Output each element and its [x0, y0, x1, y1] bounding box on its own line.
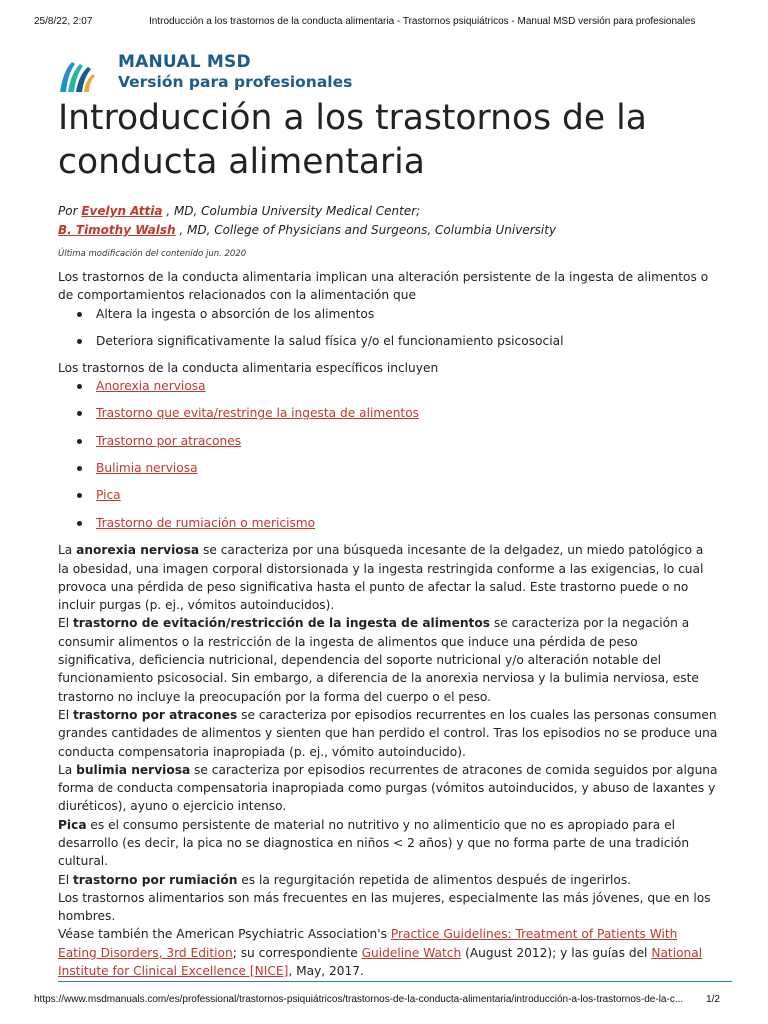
paragraph-text: es el consumo persistente de material no nutritivo y no alimenticio que no es apropiado para el desarrollo (es decir, la pica no se diagnostica en niños < 2 años) y que no forma parte de una tradición cultural.: [58, 817, 690, 869]
see-also-text: , May, 2017.: [288, 964, 364, 979]
link-nice[interactable]: National Institute for Clinical Excellence [NICE]: [58, 945, 703, 979]
divider: [58, 981, 732, 982]
list-item: [58, 459, 718, 486]
paragraph-prevalence: Los trastornos alimentarios son más frecuentes en las mujeres, especialmente las más jóvenes, que en los hombres.: [58, 890, 711, 924]
paragraph-lead: La: [58, 543, 77, 558]
paragraph-bulimia: [58, 761, 718, 816]
author-link-walsh[interactable]: B. Timothy Walsh: [58, 223, 176, 237]
term-rumination: trastorno por rumiación: [72, 872, 238, 887]
paragraph-lead: La: [58, 762, 77, 777]
term-arfid: trastorno de evitación/restricción de la ingesta de alimentos: [72, 616, 490, 631]
author-line-2: [58, 221, 738, 240]
list-item: [58, 432, 718, 459]
logo-tagline: Versión para profesionales: [118, 73, 353, 91]
link-guideline-watch[interactable]: Guideline Watch: [361, 945, 462, 960]
term-anorexia: anorexia nerviosa: [76, 543, 200, 558]
authors-prefix: Por: [58, 204, 78, 218]
paragraph-see-also: [58, 925, 718, 980]
paragraph-lead: El: [58, 707, 73, 722]
link-anorexia-nerviosa[interactable]: Anorexia nerviosa: [96, 378, 206, 393]
term-binge: trastorno por atracones: [72, 707, 238, 722]
specific-disorders-intro: Los trastornos de la conducta alimentaria específicos incluyen: [58, 360, 439, 375]
paragraph-anorexia: [58, 541, 718, 614]
intro-paragraph: Los trastornos de la conducta alimentaria implican una alteración persistente de la ingesta de alimentos o de comportamientos relacionados con la alimentación que: [58, 270, 709, 303]
link-trastorno-por-atracones[interactable]: Trastorno por atracones: [96, 433, 242, 448]
paragraph-lead: El: [58, 616, 73, 631]
list-item: [58, 486, 718, 513]
article-body: [58, 268, 718, 980]
author-affiliation-2: , MD, College of Physicians and Surgeons, Columbia University: [179, 223, 557, 237]
print-header: [34, 16, 720, 30]
list-item: [58, 377, 718, 404]
logo-brand: MANUAL MSD: [118, 52, 251, 72]
list-item: [58, 404, 718, 431]
list-item: Altera la ingesta o absorción de los alimentos: [58, 305, 718, 332]
msd-logo-icon: [58, 52, 96, 94]
author-line-1: [58, 202, 738, 221]
see-also-text: ; su correspondiente: [232, 945, 362, 960]
print-page-title: Introducción a los trastornos de la conducta alimentaria - Trastornos psiquiátricos - Manual MSD versión para profesionales: [149, 16, 696, 27]
list-item: Deteriora significativamente la salud física y/o el funcionamiento psicosocial: [58, 332, 718, 359]
link-arfid[interactable]: Trastorno que evita/restringe la ingesta de alimentos: [96, 406, 420, 421]
paragraph-pica: [58, 816, 718, 871]
see-also-text: (August 2012); y las guías del: [461, 945, 652, 960]
print-footer: [34, 994, 720, 1008]
link-pica[interactable]: Pica: [96, 488, 121, 503]
page-title: Introducción a los trastornos de la conducta alimentaria: [58, 98, 647, 182]
link-apa-guidelines[interactable]: Practice Guidelines: Treatment of Patients With Eating Disorders, 3rd Edition: [58, 927, 678, 960]
msd-manual-logo[interactable]: [58, 52, 358, 94]
print-date: 25/8/22, 2:07: [34, 16, 93, 27]
paragraph-binge: [58, 706, 718, 761]
link-rumiacion[interactable]: Trastorno de rumiación o mericismo: [96, 515, 316, 530]
print-url: https://www.msdmanuals.com/es/professional/trastornos-psiquiátricos/trastornos-de-la-conducta-alimentaria/introducción-a-los-trastornos-de-la-c...: [34, 994, 684, 1005]
paragraph-text: se caracteriza por episodios recurrentes de atracones de comida seguidos por alguna forma de conducta compensatoria inapropiada como purgas (vómitos autoinducidos, y abuso de laxantes y diuréticos), ayuno o ejercicio intenso.: [58, 762, 718, 814]
paragraph-text: se caracteriza por la negación a consumir alimentos o la restricción de la ingesta de alimentos que induce una pérdida de peso significativa, deficiencia nutricional, dependencia del soporte nutricional y/o alteración notable del funcionamiento psicosocial. Sin embargo, a diferencia de la anorexia nerviosa y la bulimia nerviosa, este trastorno no incluye la preocupación por la forma del cuerpo o el peso.: [58, 616, 699, 704]
paragraph-lead: El: [58, 872, 73, 887]
author-affiliation-1: , MD, Columbia University Medical Center;: [166, 204, 421, 218]
paragraph-text: es la regurgitación repetida de alimentos después de ingerirlos.: [237, 872, 632, 887]
page-number: 1/2: [706, 994, 720, 1005]
paragraph-text: se caracteriza por episodios recurrentes en los cuales las personas consumen grandes cantidades de alimentos y sienten que han perdido el control. Tras los episodios no se produce una conducta compensatoria inapropiada (p. ej., vómito autoinducido).: [58, 707, 718, 759]
link-bulimia-nerviosa[interactable]: Bulimia nerviosa: [96, 461, 198, 476]
paragraph-arfid: [58, 614, 718, 705]
term-pica: Pica: [58, 817, 87, 832]
authors-block: [58, 202, 738, 240]
paragraph-text: se caracteriza por una búsqueda incesante de la delgadez, un miedo patológico a la obesidad, una imagen corporal distorsionada y la ingesta restringida conforme a las exigencias, lo cual provoca una pérdida de peso significativa hasta el punto de afectar la salud. Este trastorno puede o no incluir purgas (p. ej., vómitos autoinducidos).: [58, 543, 704, 613]
list-item: [58, 514, 718, 541]
intro-bullet-list: [58, 305, 718, 359]
term-bulimia: bulimia nerviosa: [76, 762, 191, 777]
paragraph-rumination: [58, 871, 718, 889]
last-modified: Última modificación del contenido jun. 2020: [58, 249, 247, 259]
specific-disorders-list: [58, 377, 718, 541]
see-also-text: Véase también the American Psychiatric Association's: [58, 927, 391, 942]
author-link-attia[interactable]: Evelyn Attia: [81, 204, 163, 218]
